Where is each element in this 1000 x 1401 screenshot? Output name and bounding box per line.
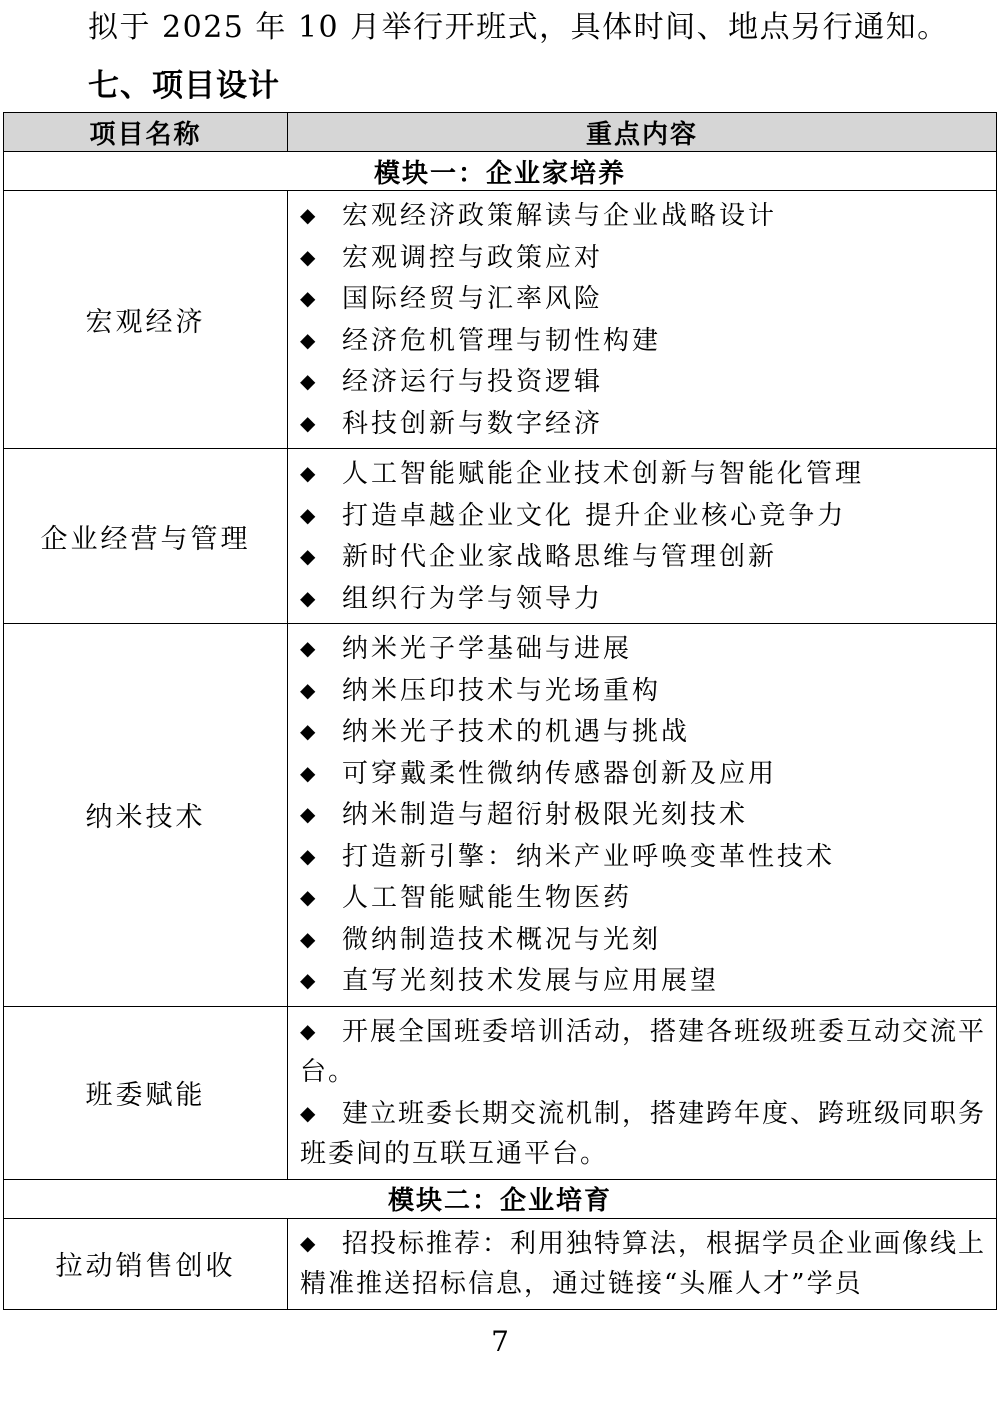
content-list bbox=[288, 191, 997, 449]
diamond-bullet-icon: ◆ bbox=[300, 1230, 318, 1255]
list-item-text: 开展全国班委培训活动，搭建各班级班委互动交流平台。 bbox=[300, 1016, 987, 1087]
list-item-text: 经济危机管理与韧性构建 bbox=[342, 325, 662, 356]
list-item-text: 纳米压印技术与光场重构 bbox=[342, 675, 662, 706]
list-item bbox=[300, 919, 988, 961]
list-item bbox=[300, 794, 988, 836]
content-list bbox=[288, 1006, 997, 1179]
list-item-text: 组织行为学与领导力 bbox=[342, 583, 604, 614]
diamond-bullet-icon: ◆ bbox=[300, 203, 319, 227]
diamond-bullet-icon: ◆ bbox=[300, 926, 319, 951]
diamond-bullet-icon: ◆ bbox=[300, 327, 319, 352]
list-item bbox=[300, 1093, 988, 1175]
list-item bbox=[300, 877, 988, 919]
list-item-text: 纳米光子技术的机遇与挑战 bbox=[342, 717, 691, 747]
list-item bbox=[300, 237, 988, 279]
list-item-text: 人工智能赋能生物医药 bbox=[342, 883, 633, 913]
project-name: 宏观经济 bbox=[4, 191, 288, 449]
table-header-row bbox=[4, 113, 997, 152]
list-item bbox=[300, 1011, 988, 1093]
page-number: 7 bbox=[491, 1325, 509, 1358]
diamond-bullet-icon: ◆ bbox=[300, 544, 319, 568]
list-item bbox=[300, 453, 988, 495]
header-key-content: 重点内容 bbox=[288, 113, 997, 152]
list-item bbox=[300, 836, 988, 878]
module-title: 模块一：企业家培养 bbox=[4, 152, 997, 191]
list-item bbox=[300, 1223, 988, 1305]
diamond-bullet-icon: ◆ bbox=[300, 885, 319, 909]
list-item bbox=[300, 320, 988, 362]
list-item-text: 人工智能赋能企业技术创新与智能化管理 bbox=[342, 459, 865, 489]
table-row bbox=[4, 191, 997, 449]
project-design-table bbox=[3, 112, 997, 1310]
header-project-name: 项目名称 bbox=[4, 113, 288, 152]
diamond-bullet-icon: ◆ bbox=[300, 636, 319, 660]
content-list bbox=[288, 624, 997, 1007]
list-item bbox=[300, 403, 988, 445]
list-item bbox=[300, 753, 988, 795]
list-item-text: 可穿戴柔性微纳传感器创新及应用 bbox=[342, 758, 778, 789]
module-title: 模块二：企业培育 bbox=[4, 1179, 997, 1218]
diamond-bullet-icon: ◆ bbox=[300, 719, 319, 743]
list-item bbox=[300, 536, 988, 578]
diamond-bullet-icon: ◆ bbox=[300, 760, 319, 785]
list-item bbox=[300, 495, 988, 537]
diamond-bullet-icon: ◆ bbox=[300, 1018, 318, 1043]
list-item bbox=[300, 361, 988, 403]
list-item-text: 国际经贸与汇率风险 bbox=[342, 284, 604, 314]
diamond-bullet-icon: ◆ bbox=[300, 585, 319, 610]
list-item bbox=[300, 711, 988, 753]
diamond-bullet-icon: ◆ bbox=[300, 843, 319, 868]
list-item-text: 新时代企业家战略思维与管理创新 bbox=[342, 542, 778, 572]
section-heading: 七、项目设计 bbox=[88, 68, 280, 104]
diamond-bullet-icon: ◆ bbox=[300, 677, 319, 702]
list-item-text: 纳米制造与超衍射极限光刻技术 bbox=[342, 800, 749, 830]
project-name: 企业经营与管理 bbox=[4, 449, 288, 624]
list-item bbox=[300, 278, 988, 320]
list-item-text: 科技创新与数字经济 bbox=[342, 408, 604, 439]
diamond-bullet-icon: ◆ bbox=[300, 461, 319, 485]
list-item-text: 宏观调控与政策应对 bbox=[342, 242, 604, 273]
project-name: 拉动销售创收 bbox=[4, 1218, 288, 1309]
content-list bbox=[288, 1218, 997, 1309]
diamond-bullet-icon: ◆ bbox=[300, 1100, 318, 1125]
list-item-text: 宏观经济政策解读与企业战略设计 bbox=[342, 201, 778, 231]
list-item-text: 经济运行与投资逻辑 bbox=[342, 367, 604, 397]
table-row bbox=[4, 1218, 997, 1309]
diamond-bullet-icon: ◆ bbox=[300, 502, 319, 527]
content-list bbox=[288, 449, 997, 624]
diamond-bullet-icon: ◆ bbox=[300, 410, 319, 435]
project-name: 纳米技术 bbox=[4, 624, 288, 1007]
list-item-text: 直写光刻技术发展与应用展望 bbox=[342, 966, 720, 996]
module-row bbox=[4, 152, 997, 191]
list-item bbox=[300, 628, 988, 670]
diamond-bullet-icon: ◆ bbox=[300, 286, 319, 310]
diamond-bullet-icon: ◆ bbox=[300, 244, 319, 269]
list-item-text: 打造卓越企业文化 提升企业核心竞争力 bbox=[342, 500, 847, 531]
diamond-bullet-icon: ◆ bbox=[300, 802, 319, 826]
list-item bbox=[300, 960, 988, 1002]
list-item bbox=[300, 195, 988, 237]
list-item bbox=[300, 670, 988, 712]
list-item-text: 纳米光子学基础与进展 bbox=[342, 634, 633, 664]
project-name: 班委赋能 bbox=[4, 1006, 288, 1179]
list-item-text: 打造新引擎：纳米产业呼唤变革性技术 bbox=[342, 841, 836, 872]
diamond-bullet-icon: ◆ bbox=[300, 369, 319, 393]
table-row bbox=[4, 624, 997, 1007]
module-row bbox=[4, 1179, 997, 1218]
table-row bbox=[4, 1006, 997, 1179]
list-item-text: 招投标推荐：利用独特算法，根据学员企业画像线上精准推送招标信息，通过链接“头雁人才”学员 bbox=[300, 1228, 987, 1299]
list-item bbox=[300, 578, 988, 620]
list-item-text: 建立班委长期交流机制，搭建跨年度、跨班级同职务班委间的互联互通平台。 bbox=[300, 1098, 987, 1169]
diamond-bullet-icon: ◆ bbox=[300, 968, 319, 992]
intro-paragraph: 拟于 2025 年 10 月举行开班式，具体时间、地点另行通知。 bbox=[88, 10, 949, 45]
list-item-text: 微纳制造技术概况与光刻 bbox=[342, 924, 662, 955]
table-row bbox=[4, 449, 997, 624]
